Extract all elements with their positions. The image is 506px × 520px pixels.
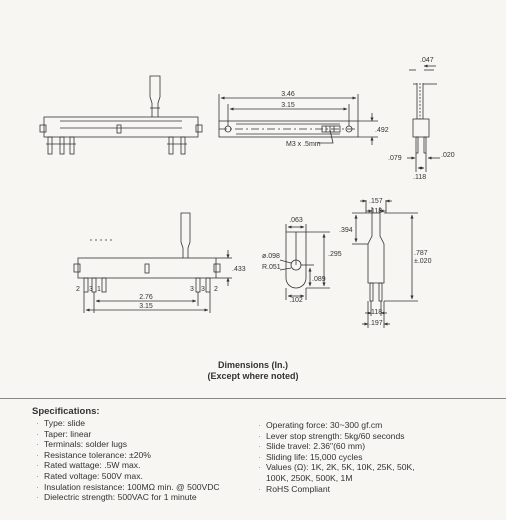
dim-lever-top-inner: .118 xyxy=(369,208,383,215)
screw-note: M3 x .5mm xyxy=(286,141,321,148)
spec-item: · Rated wattage: .5W max. xyxy=(36,460,141,471)
spec-item: · Slide travel: 2.36"(60 mm) xyxy=(258,441,366,452)
side-elevation-top xyxy=(40,76,202,154)
caption-line-1: Dimensions (In.) xyxy=(217,360,288,370)
dim-knob-height: .295 xyxy=(328,251,342,258)
specs-left-list xyxy=(36,418,220,503)
dim-lever-length: .787 xyxy=(414,250,428,257)
terminal-label-4: 3 xyxy=(190,286,194,293)
dim-right-offset: .020 xyxy=(441,152,455,159)
dim-top-width: .047 xyxy=(420,57,434,64)
caption-line-2: (Except where noted) xyxy=(207,371,299,381)
terminal-label-3: 1 xyxy=(97,286,101,293)
dim-width-inner: 3.15 xyxy=(281,102,295,109)
dim-lever-shoulder: .394 xyxy=(339,227,353,234)
spec-item: · Sliding life: 15,000 cycles xyxy=(258,451,363,462)
spec-item: · RoHS Compliant xyxy=(258,483,330,494)
spec-item: · Type: slide xyxy=(36,418,86,428)
spec-item: · Rated voltage: 500V max. xyxy=(36,470,143,481)
dim-left-offset: .079 xyxy=(388,155,402,162)
spec-item: · Taper: linear xyxy=(36,428,92,439)
dim-height-plan: .492 xyxy=(375,127,389,134)
dim-lever-bottom-inner: .118 xyxy=(369,309,383,316)
dim-bottom-width: .118 xyxy=(413,174,427,181)
spec-item: · Terminals: solder lugs xyxy=(36,439,128,450)
spec-item: · Resistance tolerance: ±20% xyxy=(36,449,151,460)
spec-item: · Dielectric strength: 500VAC for 1 minute xyxy=(36,492,197,503)
dim-knob-diameter: ø.098 xyxy=(262,253,280,260)
terminal-label-1: 2 xyxy=(76,286,80,293)
section-divider xyxy=(0,398,506,399)
dim-width-outer: 3.46 xyxy=(281,91,295,98)
spec-item: · Insulation resistance: 100MΩ min. @ 500VDC xyxy=(36,481,220,492)
spec-item: · Values (Ω): 1K, 2K, 5K, 10K, 25K, 50K, 100K, 250K, 500K, 1M xyxy=(258,462,415,483)
specifications-title: Specifications: xyxy=(32,406,100,417)
dim-knob-slot: .089 xyxy=(312,276,326,283)
dim-knob-radius: R.051 xyxy=(262,264,281,271)
dim-pitch-inner: 2.76 xyxy=(139,294,153,301)
terminal-label-5: 3 xyxy=(201,286,205,293)
dim-pitch-outer: 3.15 xyxy=(139,303,153,310)
plan-view-top xyxy=(219,94,378,145)
terminal-label-6: 2 xyxy=(214,286,218,293)
spec-item: · Lever stop strength: 5kg/60 seconds xyxy=(258,430,405,441)
dim-lever-top-outer: .157 xyxy=(369,198,383,205)
dim-front-height: .433 xyxy=(232,266,246,273)
dim-knob-bottom: .102 xyxy=(289,297,303,304)
lever-detail xyxy=(352,200,418,328)
terminal-label-2: 3 xyxy=(89,286,93,293)
specs-right-list xyxy=(258,420,415,494)
spec-item: · Operating force: 30~300 gf.cm xyxy=(258,420,383,430)
spec-item-continuation: 100K, 250K, 500K, 1M xyxy=(266,472,353,483)
end-view-top xyxy=(407,66,440,172)
dim-lever-tolerance: ±.020 xyxy=(414,258,432,265)
dim-lever-bottom-outer: .197 xyxy=(369,320,383,327)
dim-knob-top: .063 xyxy=(289,217,303,224)
knob-detail xyxy=(280,224,330,300)
front-elevation-lower xyxy=(74,213,232,313)
terminals-top xyxy=(48,137,185,154)
